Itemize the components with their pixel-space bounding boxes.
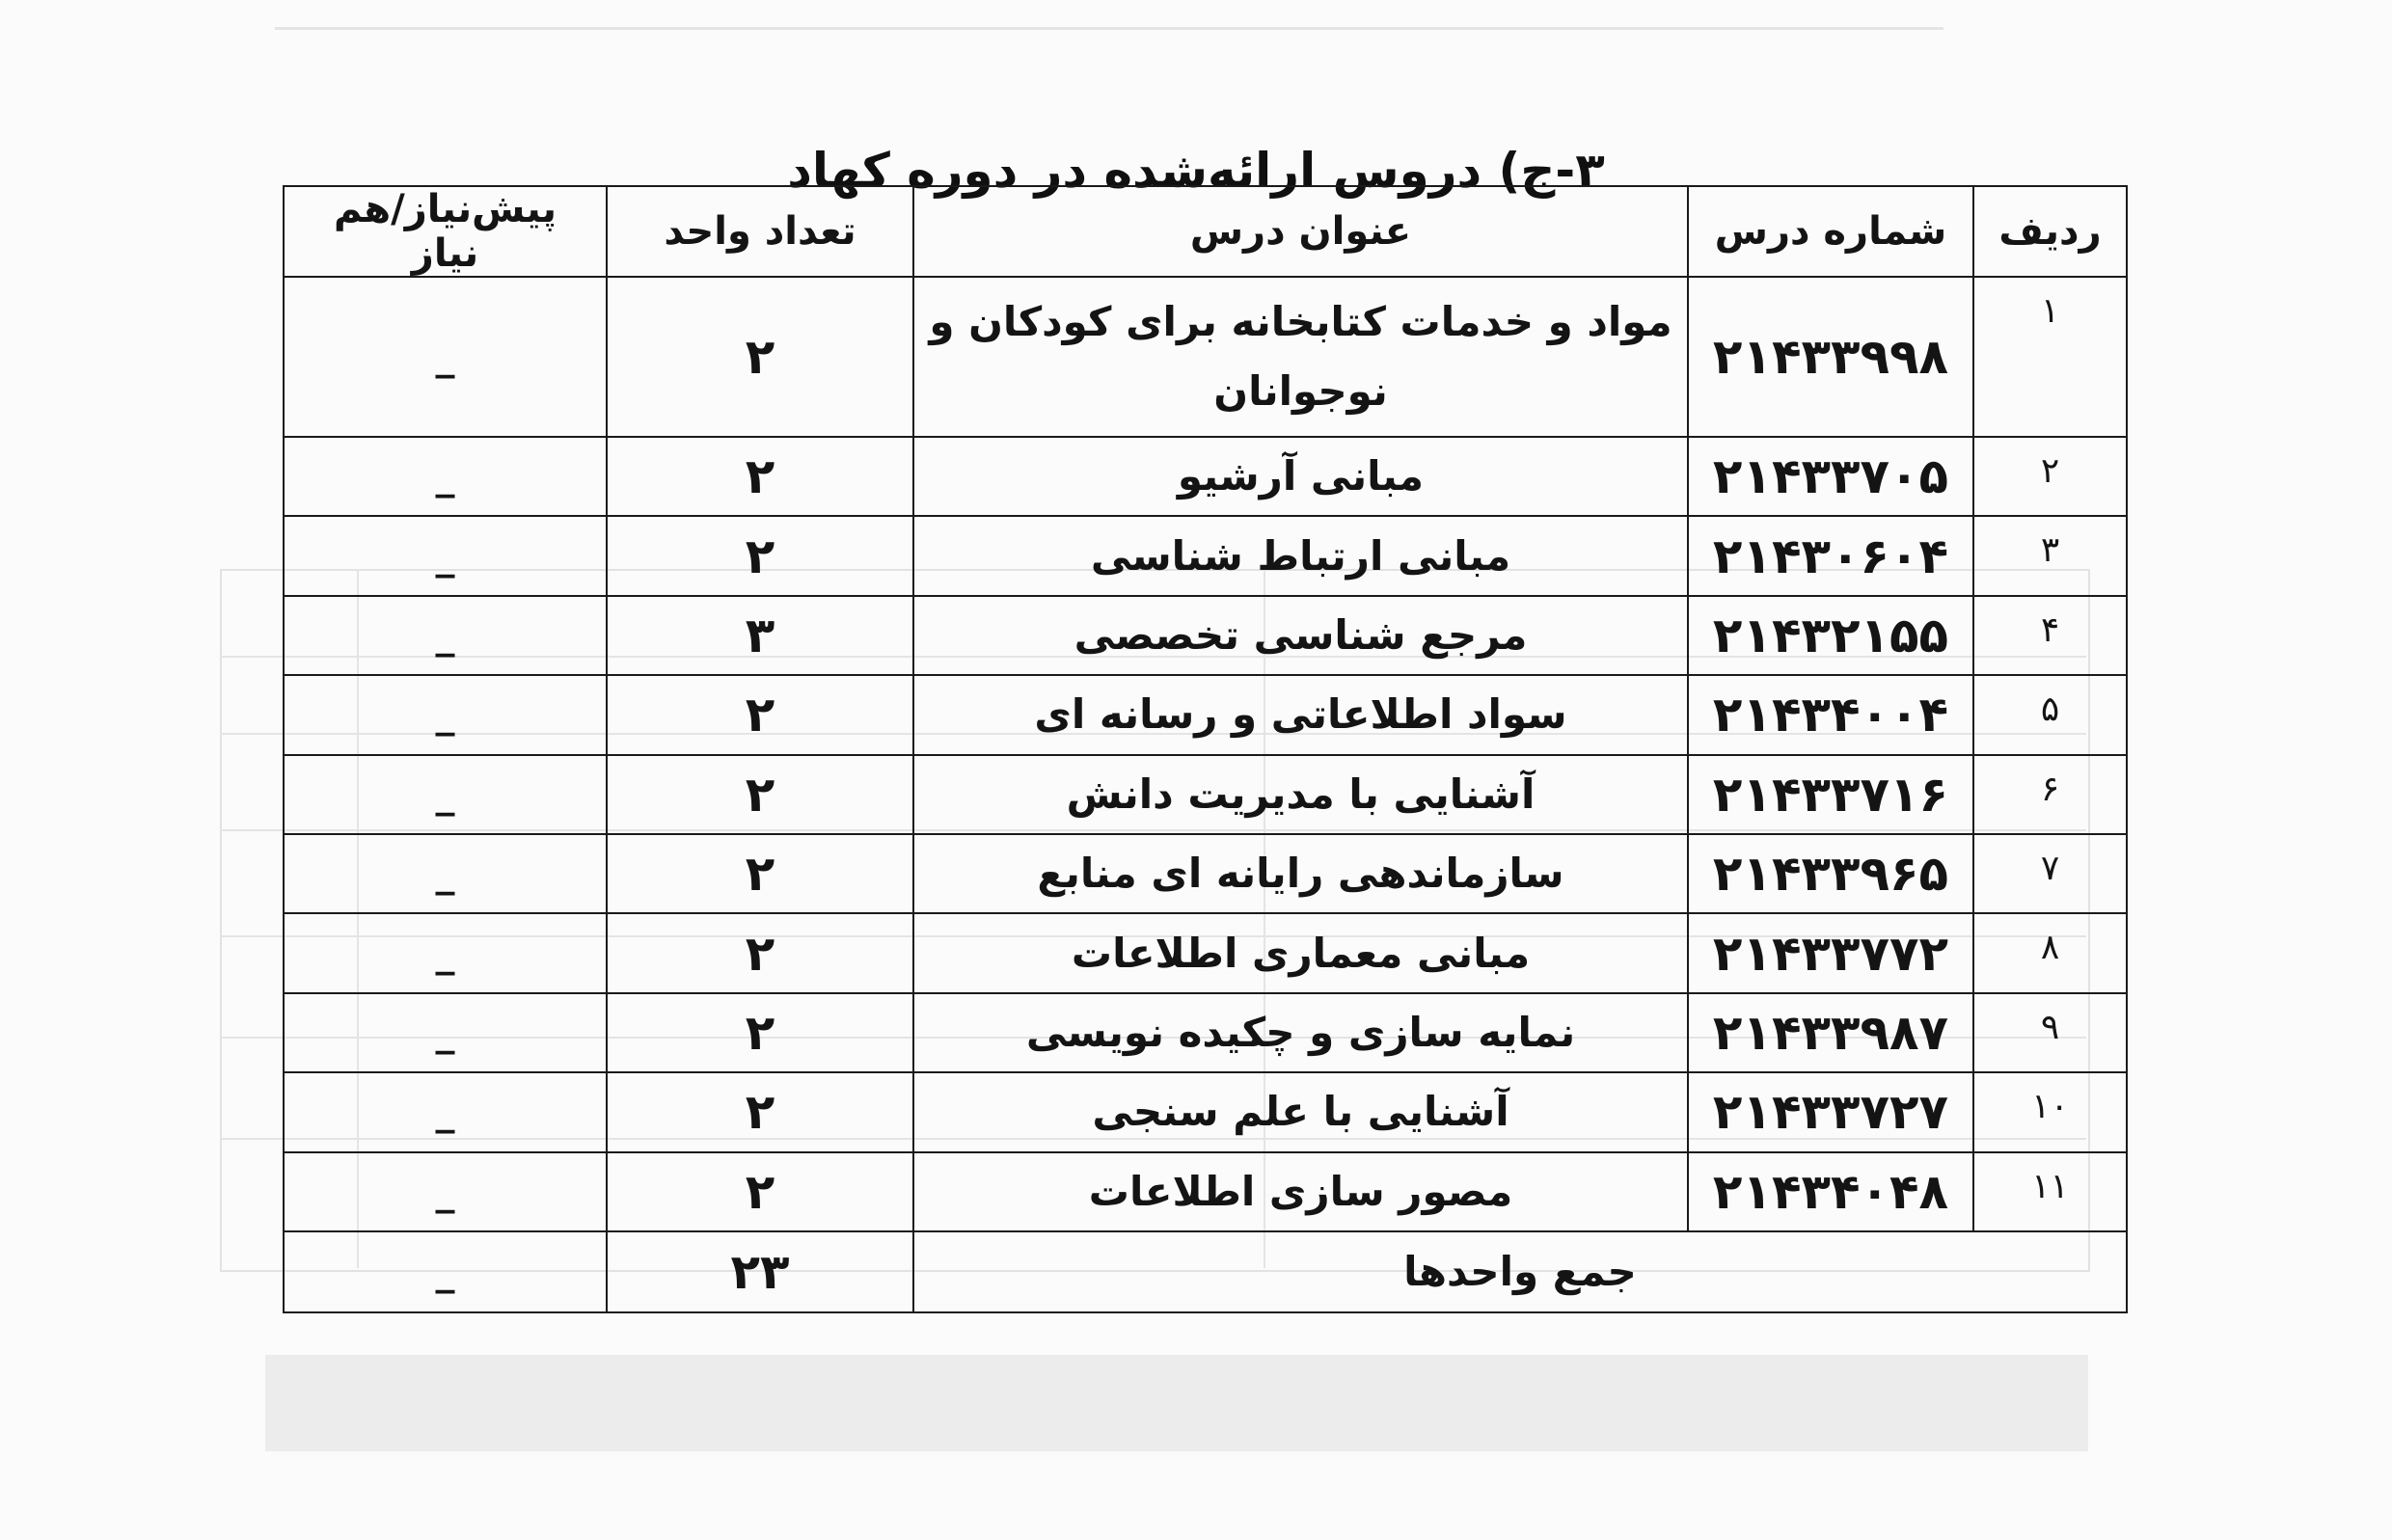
course-units: ۲ [607,516,913,595]
row-number: ۵ [1973,675,2127,754]
table-row [284,437,2127,516]
course-title: مصور سازی اطلاعات [913,1152,1688,1231]
course-code: ۲۱۴۳۰۶۰۴ [1688,516,1973,595]
course-title: مرجع شناسی تخصصی [913,596,1688,675]
table-row [284,993,2127,1072]
table-title: ۳-ج) دروس ارائه‌شده در دوره کهاد [787,143,1605,199]
total-units: ۲۳ [607,1231,913,1312]
course-prerequisite: _ [284,596,607,675]
row-number: ۶ [1973,755,2127,834]
table-row [284,516,2127,595]
course-code: ۲۱۴۳۳۹۶۵ [1688,834,1973,913]
course-units: ۲ [607,755,913,834]
row-number: ۸ [1973,913,2127,992]
total-label: جمع واحدها [913,1231,2127,1312]
table-row [284,834,2127,913]
course-title: مبانی معماری اطلاعات [913,913,1688,992]
header-units: تعداد واحد [607,186,913,277]
table-row [284,1072,2127,1151]
table-row [284,277,2127,437]
course-code: ۲۱۴۳۳۷۲۷ [1688,1072,1973,1151]
table-row [284,755,2127,834]
course-title: آشنایی با مدیریت دانش [913,755,1688,834]
course-prerequisite: _ [284,1152,607,1231]
course-title: مواد و خدمات کتابخانه برای کودکان و نوجوانان [913,277,1688,437]
course-code: ۲۱۴۳۳۹۹۸ [1688,277,1973,437]
course-prerequisite: _ [284,913,607,992]
course-units: ۲ [607,1152,913,1231]
course-units: ۲ [607,1072,913,1151]
course-title: نمایه سازی و چکیده نویسی [913,993,1688,1072]
course-title: سواد اطلاعاتی و رسانه ای [913,675,1688,754]
row-number: ۲ [1973,437,2127,516]
row-number: ۱۱ [1973,1152,2127,1231]
header-course-code: شماره درس [1688,186,1973,277]
course-code: ۲۱۴۳۳۹۸۷ [1688,993,1973,1072]
course-prerequisite: _ [284,675,607,754]
course-units: ۲ [607,834,913,913]
course-code: ۲۱۴۳۳۷۷۲ [1688,913,1973,992]
table-row [284,913,2127,992]
course-code: ۲۱۴۳۲۱۵۵ [1688,596,1973,675]
course-title: آشنایی با علم سنجی [913,1072,1688,1151]
course-prerequisite: _ [284,755,607,834]
course-units: ۳ [607,596,913,675]
course-code: ۲۱۴۳۳۷۱۶ [1688,755,1973,834]
total-row [284,1231,2127,1312]
table-row [284,675,2127,754]
header-row-number: ردیف [1973,186,2127,277]
course-title: مبانی آرشیو [913,437,1688,516]
table-row [284,1152,2127,1231]
bleed-through-top-line [275,27,1944,30]
total-prerequisite: _ [284,1231,607,1312]
course-table [283,185,2128,1313]
course-units: ۲ [607,993,913,1072]
course-units: ۲ [607,675,913,754]
course-prerequisite: _ [284,993,607,1072]
course-prerequisite: _ [284,516,607,595]
row-number: ۹ [1973,993,2127,1072]
course-prerequisite: _ [284,277,607,437]
row-number: ۱۰ [1973,1072,2127,1151]
row-number: ۳ [1973,516,2127,595]
course-title: سازماندهی رایانه ای منابع [913,834,1688,913]
row-number: ۴ [1973,596,2127,675]
header-prerequisite: پیش‌نیاز/هم نیاز [284,186,607,277]
course-title: مبانی ارتباط شناسی [913,516,1688,595]
course-code: ۲۱۴۳۳۷۰۵ [1688,437,1973,516]
table-header-row [284,186,2127,277]
course-units: ۲ [607,913,913,992]
course-code: ۲۱۴۳۴۰۰۴ [1688,675,1973,754]
course-prerequisite: _ [284,834,607,913]
course-units: ۲ [607,437,913,516]
course-prerequisite: _ [284,1072,607,1151]
course-units: ۲ [607,277,913,437]
header-course-title: عنوان درس [913,186,1688,277]
row-number: ۱ [1973,277,2127,437]
row-number: ۷ [1973,834,2127,913]
course-prerequisite: _ [284,437,607,516]
course-code: ۲۱۴۳۴۰۴۸ [1688,1152,1973,1231]
bleed-through-band [265,1355,2088,1451]
table-row [284,596,2127,675]
